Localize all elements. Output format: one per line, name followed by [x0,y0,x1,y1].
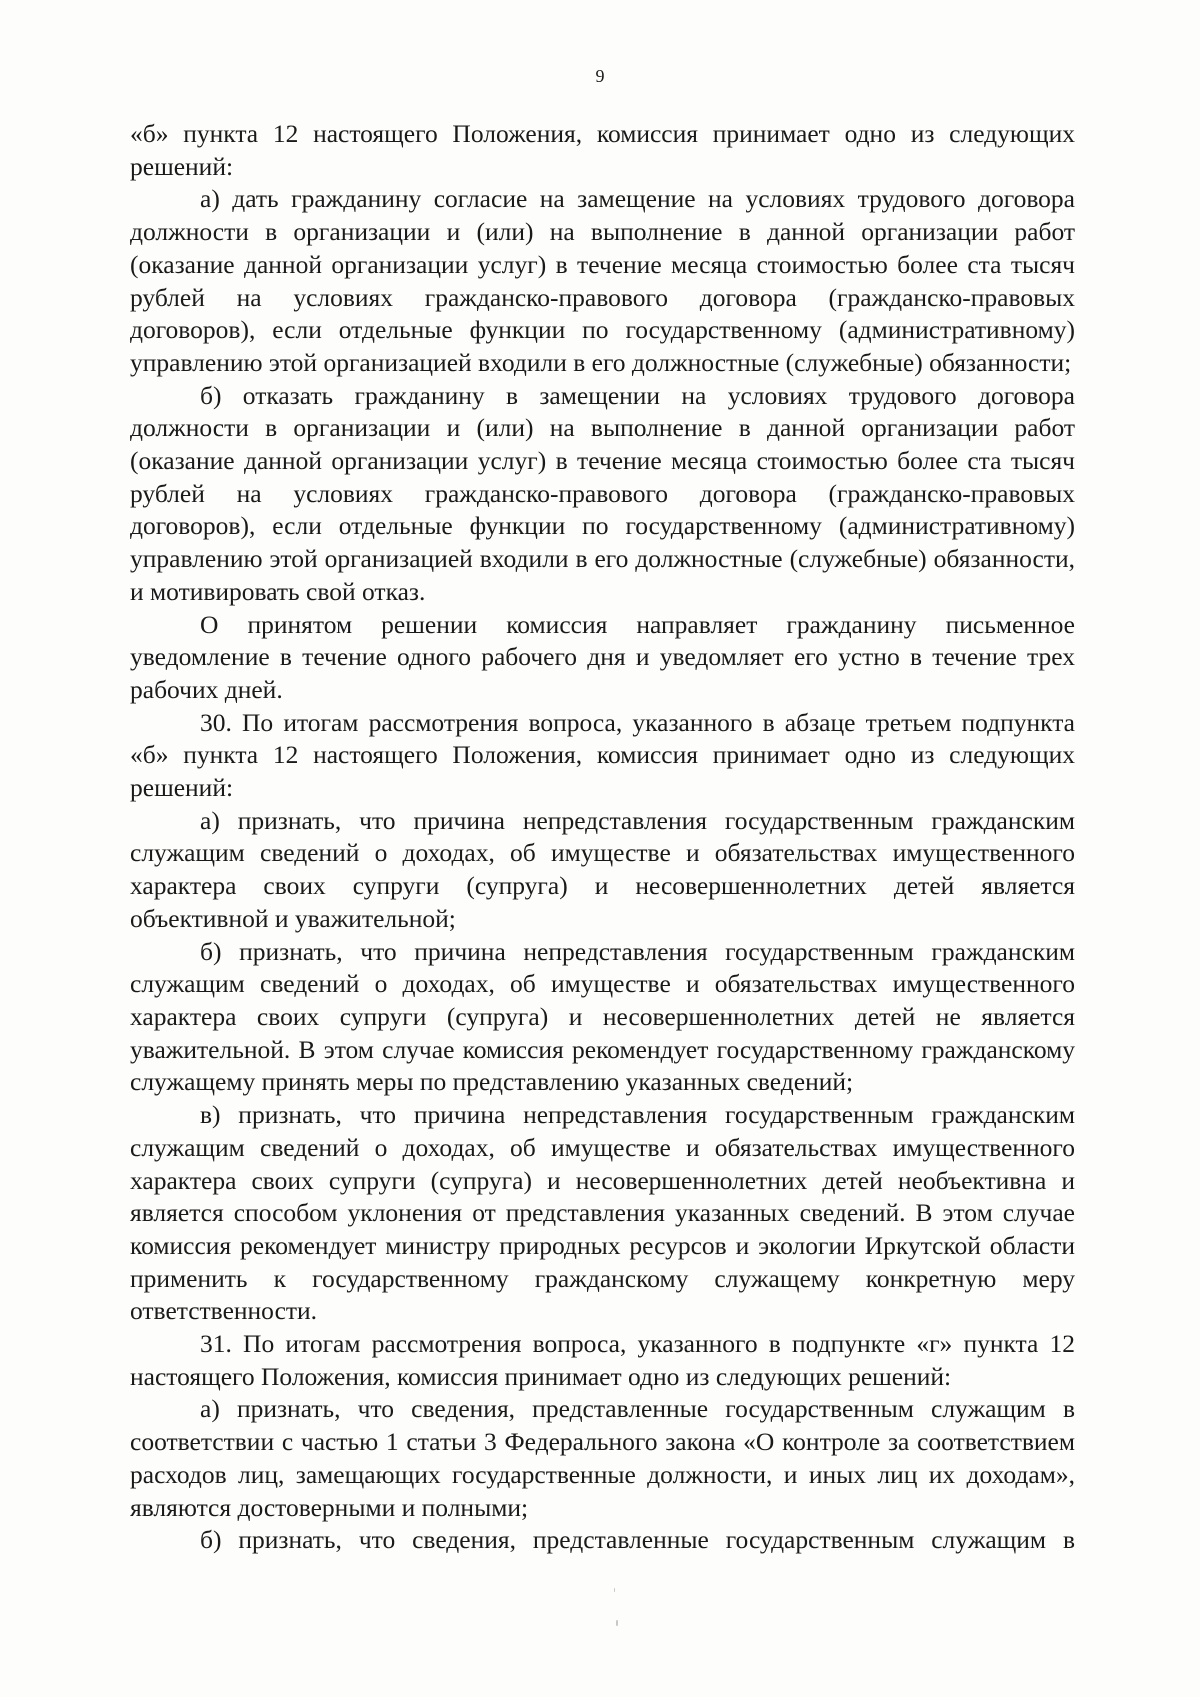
paragraph-31-b: б) признать, что сведения, представленные государственным служащим в [200,1525,1075,1555]
paragraph-31-a: а) признать, что сведения, представленные государственным служащим в соответствии с частью 1 статьи 3 Федерального закона «О контроле за соответствием расходов лиц, замещающих государственные должности, и иных лиц их доходам», являются достоверными и полными; [130,1394,1075,1522]
scan-speck [614,1588,615,1592]
paragraph-29-a: а) дать гражданину согласие на замещение на условиях трудового договора должности в организации и (или) на выполнение в данной организации работ (оказание данной организации услуг) в течение месяца стоимостью более ста тысяч рублей на условиях гражданско-правового договора (гражданско-правовых договоров), если отдельные функции по государственному (административному) управлению этой организацией входили в его должностные (служебные) обязанности; [130,184,1075,377]
paragraph-30: 30. По итогам рассмотрения вопроса, указанного в абзаце третьем подпункта «б» пункта 12 настоящего Положения, комиссия принимает одно из следующих решений: [130,707,1075,803]
paragraph-30-b: б) признать, что причина непредставления государственным гражданским служащим сведений о доходах, об имуществе и обязательствах имущественного характера своих супруги (супруга) и несовершеннолетних детей не является уважительной. В этом случае комиссия рекомендует государственному гражданскому служащему принять меры по представлению указанных сведений; [130,936,1075,1097]
paragraph-30-v: в) признать, что причина непредставления государственным гражданским служащим сведений о доходах, об имуществе и обязательствах имущественного характера своих супруги (супруга) и несовершеннолетних детей необъективна и является способом уклонения от представления указанных сведений. В этом случае комиссия рекомендует министру природных ресурсов и экологии Иркутской области применить к государственному гражданскому служащему конкретную меру ответственности. [130,1100,1075,1326]
paragraph-continuation: «б» пункта 12 настоящего Положения, комиссия принимает одно из следующих решений: [130,119,1075,181]
paragraph-29-b: б) отказать гражданину в замещении на условиях трудового договора должности в организации и (или) на выполнение в данной организации работ (оказание данной организации услуг) в течение месяца стоимостью более ста тысяч рублей на условиях гражданско-правового договора (гражданско-правовых договоров), если отдельные функции по государственному (административному) управлению этой организацией входили в его должностные (служебные) обязанности, и мотивировать свой отказ. [130,380,1075,606]
paragraph-notification: О принятом решении комиссия направляет гражданину письменное уведомление в течение одного рабочего дня и уведомляет его устно в течение трех рабочих дней. [130,609,1075,704]
document-body [130,118,1075,1557]
paragraph-31: 31. По итогам рассмотрения вопроса, указанного в подпункте «г» пункта 12 настоящего Положения, комиссия принимает одно из следующих решений: [130,1329,1075,1391]
paragraph-30-a: а) признать, что причина непредставления государственным гражданским служащим сведений о доходах, об имуществе и обязательствах имущественного характера своих супруги (супруга) и несовершеннолетних детей является объективной и уважительной; [130,805,1075,933]
page-number: 9 [595,66,605,86]
scan-speck [616,1620,618,1626]
